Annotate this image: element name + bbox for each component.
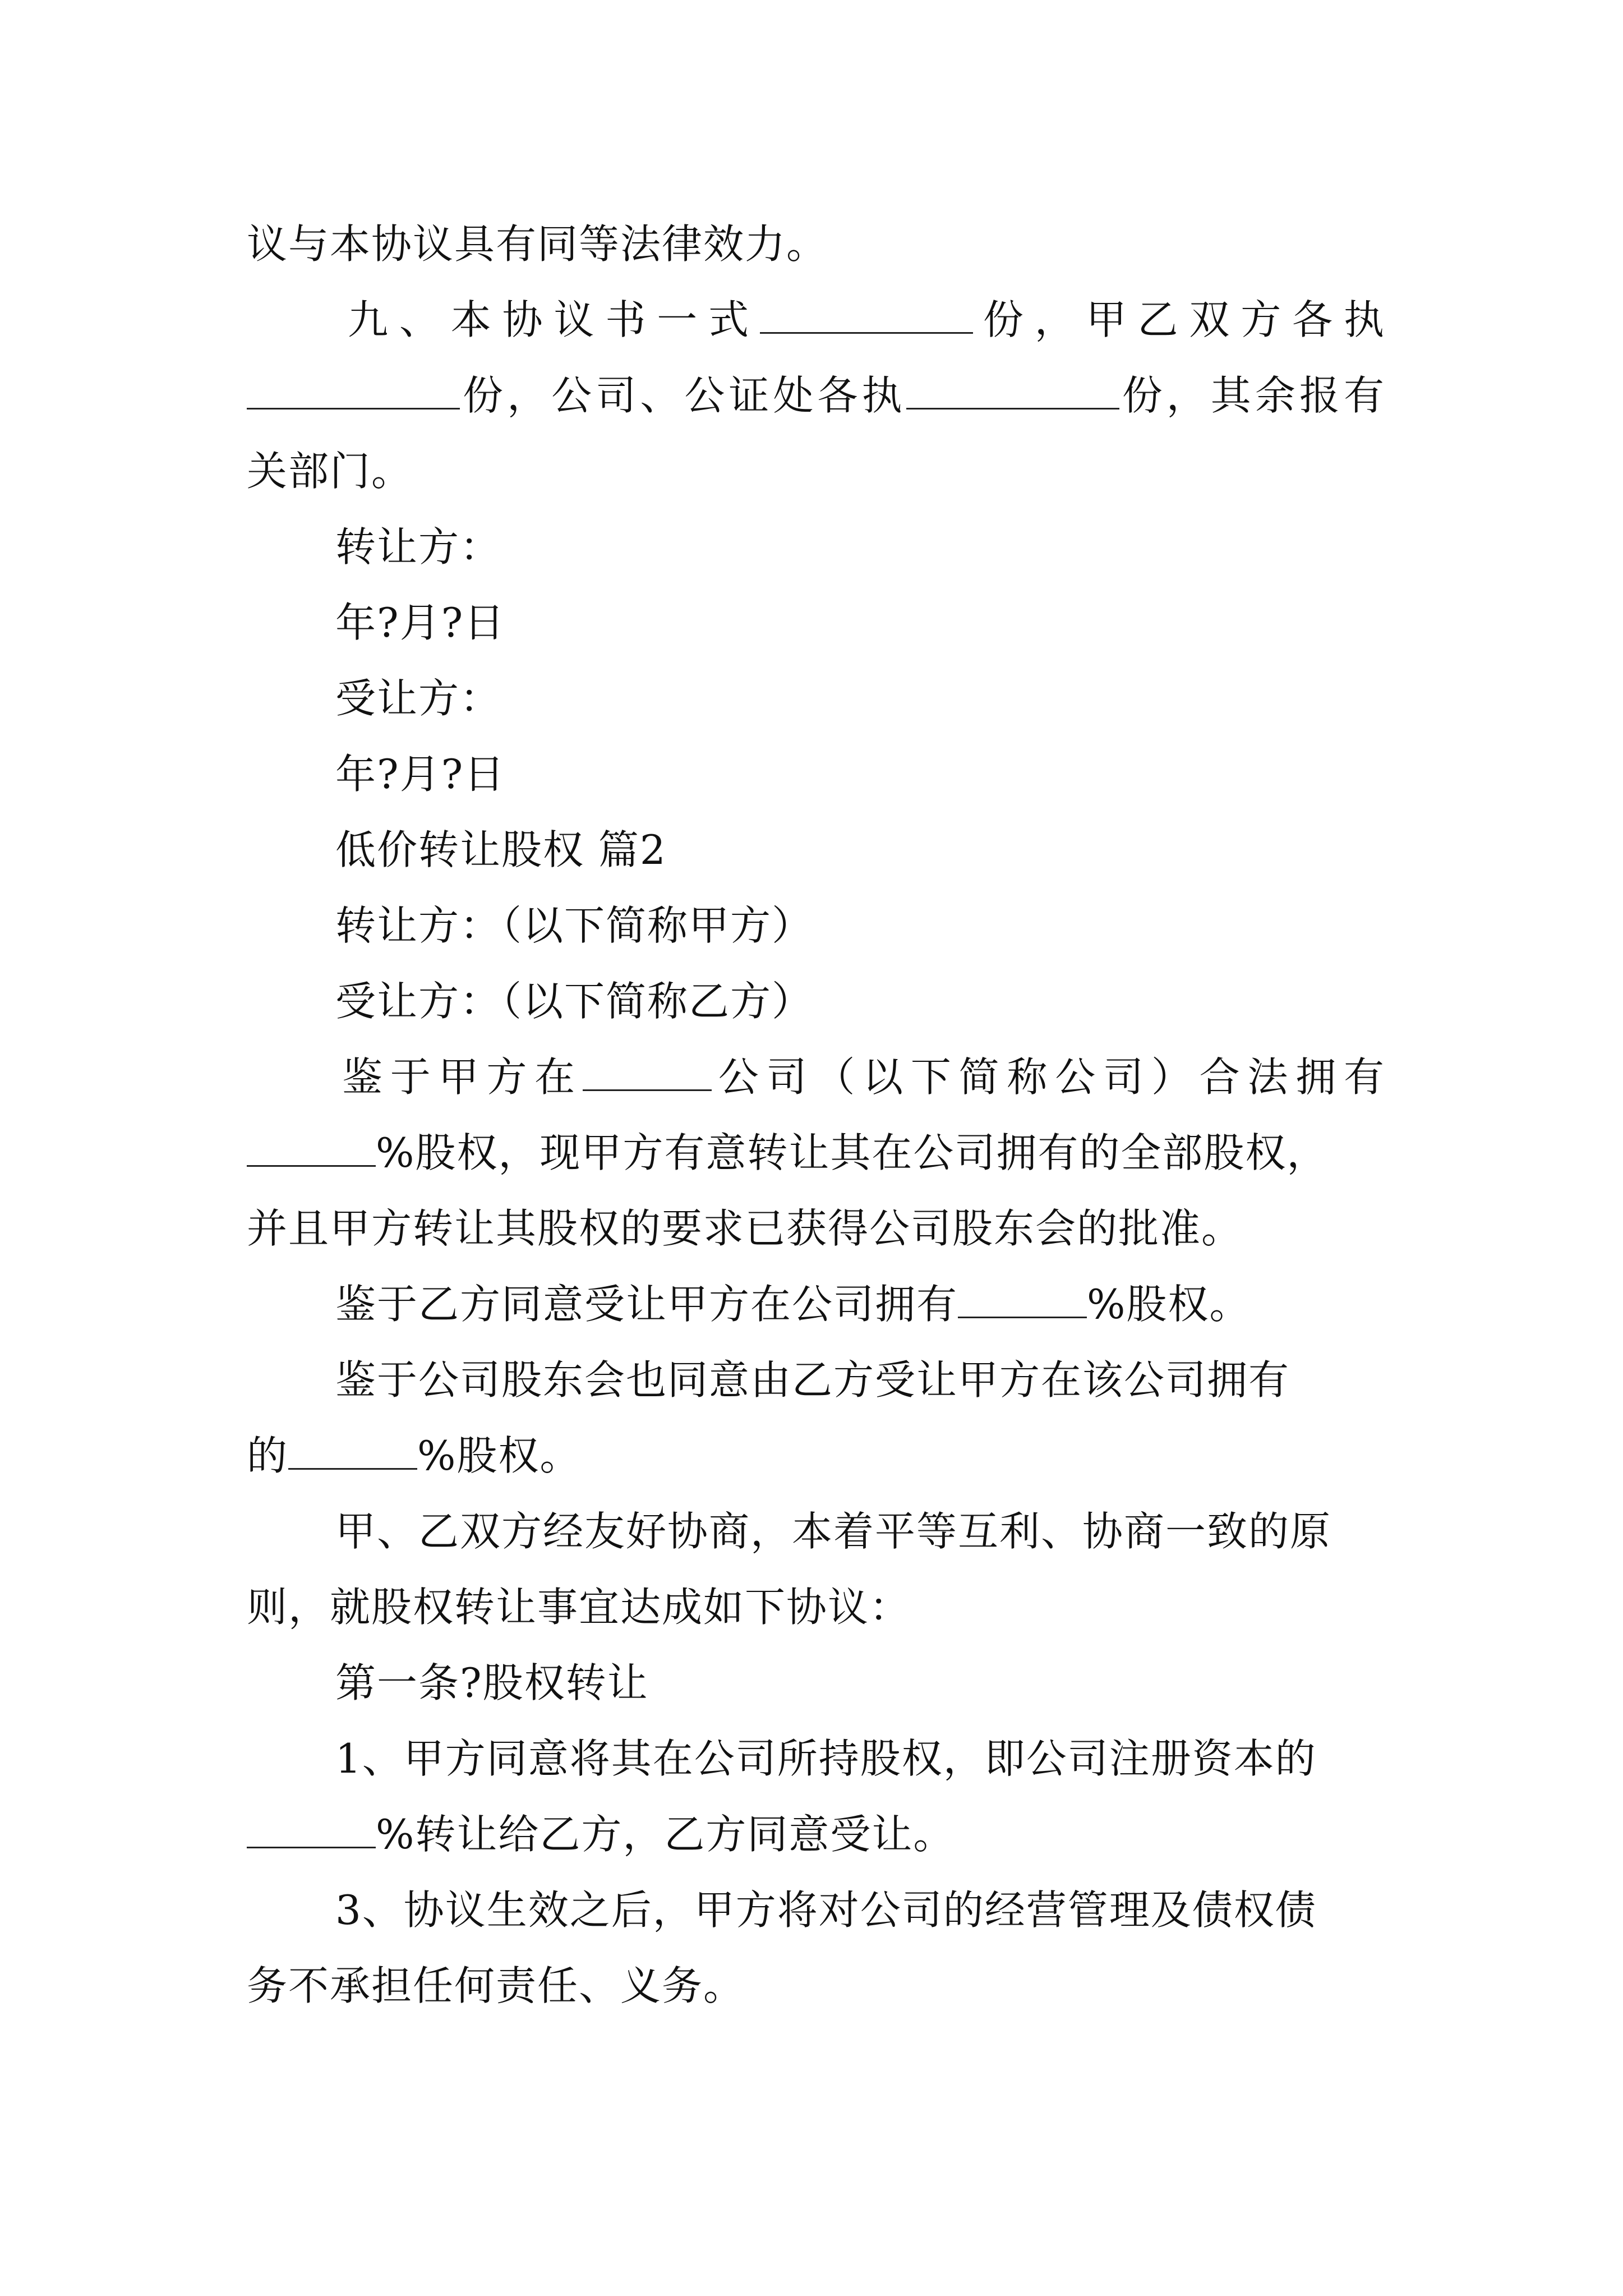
- paragraph-line: 鉴于公司股东会也同意由乙方受让甲方在该公司拥有: [335, 1356, 1290, 1404]
- paragraph-line: 并且甲方转让其股权的要求已获得公司股东会的批准。: [247, 1205, 1243, 1252]
- fill-blank: [247, 371, 460, 409]
- paragraph-line: 份，公司、公证处各执 份，其余报有: [247, 367, 1385, 424]
- fill-blank: [288, 1431, 417, 1470]
- fill-blank: [906, 371, 1119, 409]
- fill-blank: [958, 1280, 1087, 1318]
- section-title: 低价转让股权 篇2: [335, 826, 667, 873]
- paragraph-line: %股权，现甲方有意转让其在公司拥有的全部股权，: [247, 1125, 1385, 1181]
- paragraph-line: %转让给乙方，乙方同意受让。: [247, 1806, 1385, 1862]
- paragraph-line: 议与本协议具有同等法律效力。: [247, 220, 828, 268]
- paragraph-line: 的 %股权。: [247, 1432, 582, 1479]
- date-line: 年?月?日: [335, 751, 506, 798]
- paragraph-line: 鉴于甲方在 公司（以下简称公司）合法拥有: [342, 1053, 1385, 1101]
- date-line: 年?月?日: [335, 599, 506, 646]
- fill-blank: [583, 1052, 712, 1091]
- paragraph-line: 务不承担任何责任、义务。: [247, 1962, 745, 2009]
- fill-blank: [247, 1128, 376, 1167]
- paragraph-line: 转让方：（以下简称甲方）: [335, 902, 814, 949]
- paragraph-line: 则，就股权转让事宜达成如下协议：: [247, 1584, 911, 1631]
- fill-blank: [760, 295, 973, 334]
- paragraph-line: 鉴于乙方同意受让甲方在公司拥有 %股权。: [335, 1281, 1251, 1328]
- signature-line: 受让方：: [335, 675, 502, 722]
- paragraph-line: 3、协议生效之后，甲方将对公司的经营管理及债权债: [335, 1887, 1317, 1934]
- fill-blank: [247, 1810, 376, 1848]
- paragraph-line: 甲、乙双方经友好协商，本着平等互利、协商一致的原: [335, 1508, 1332, 1555]
- paragraph-line: 关部门。: [247, 448, 413, 495]
- signature-line: 转让方：: [335, 523, 502, 570]
- paragraph-line: 受让方：（以下简称乙方）: [335, 978, 814, 1025]
- paragraph-line: 1、甲方同意将其在公司所持股权，即公司注册资本的: [335, 1735, 1317, 1782]
- paragraph-line: 九、本协议书一式 份，甲乙双方各执: [348, 296, 1385, 343]
- article-heading: 第一条?股权转让: [335, 1659, 649, 1706]
